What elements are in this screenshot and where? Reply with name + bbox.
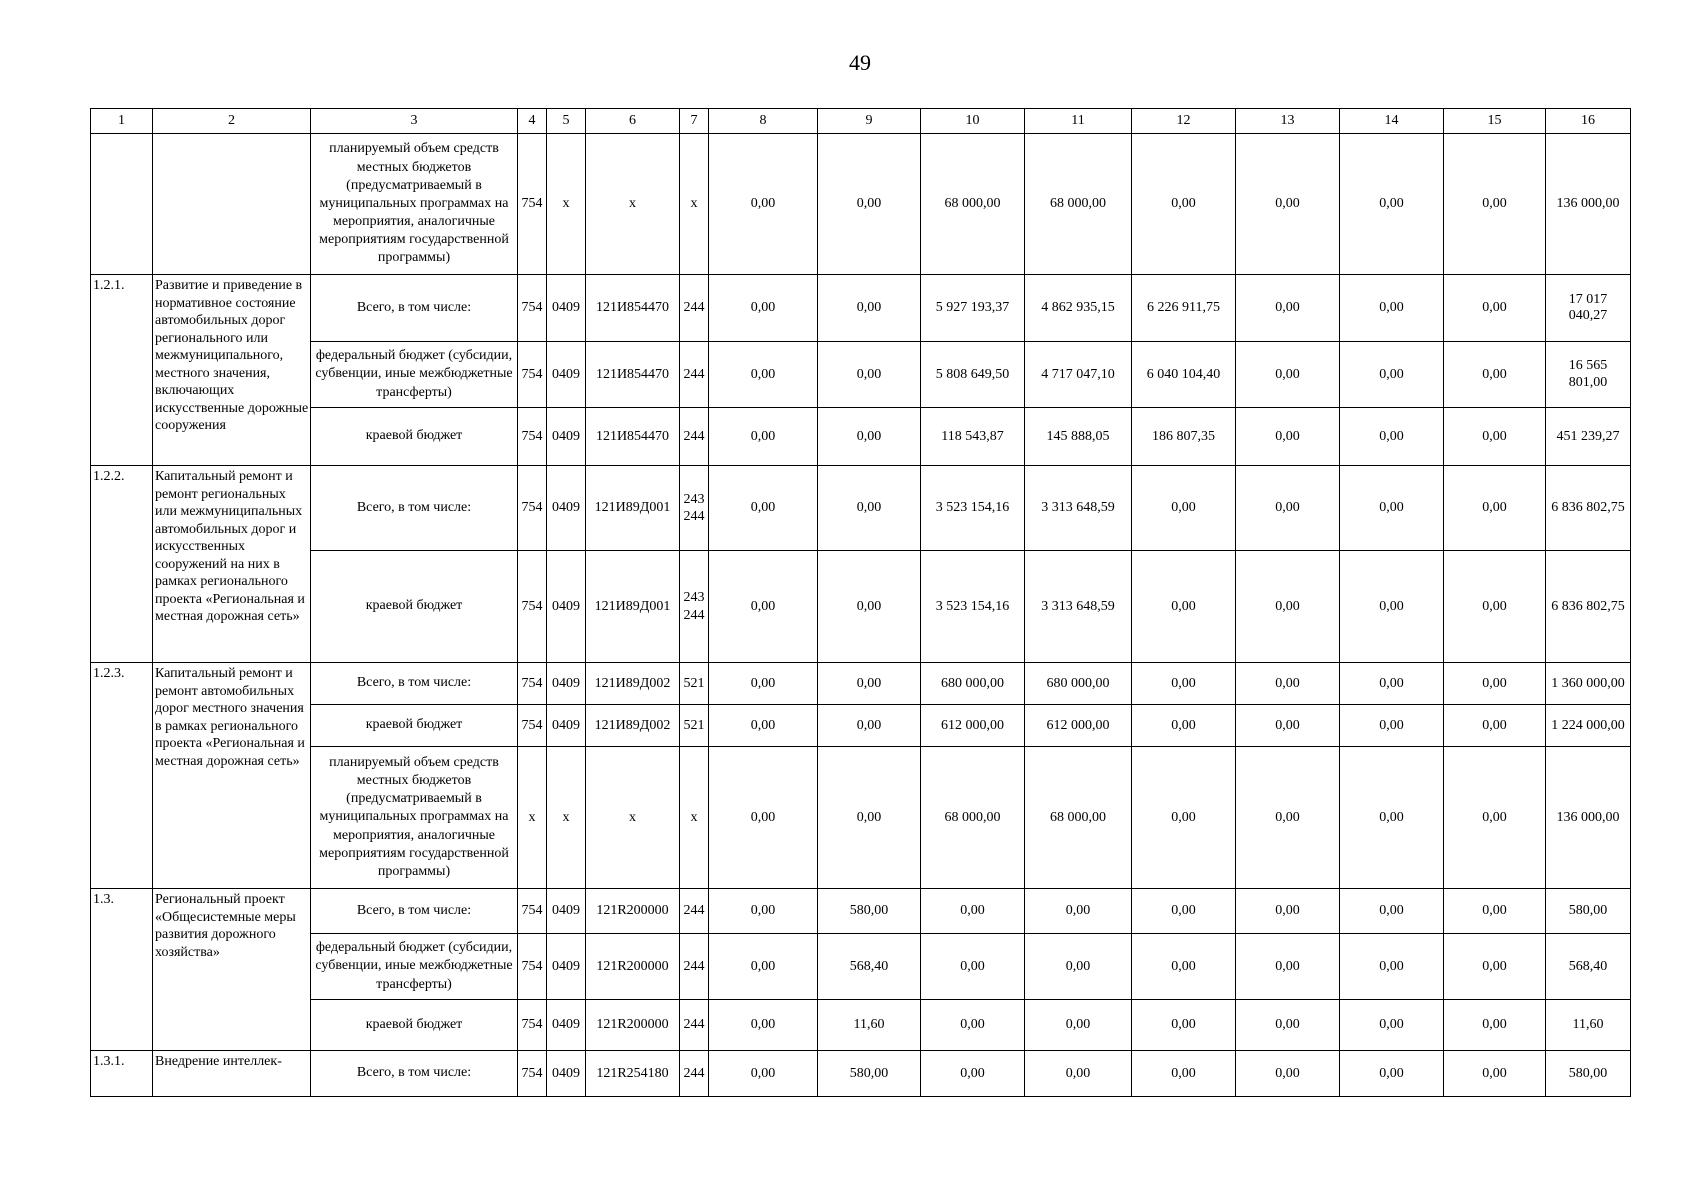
column-number: 2 [153, 109, 311, 134]
year-value: 0,00 [1340, 1000, 1444, 1051]
year-value: 186 807,35 [1132, 408, 1236, 466]
funding-source: краевой бюджет [311, 408, 518, 466]
year-value: 0,00 [1132, 1051, 1236, 1097]
row-index: 1.3.1. [91, 1051, 153, 1097]
gov-code: 754 [518, 889, 547, 934]
year-value: 0,00 [1444, 1051, 1546, 1097]
table-row [91, 663, 1631, 705]
year-value: 0,00 [1236, 551, 1340, 663]
total-value: 6 836 802,75 [1546, 551, 1631, 663]
expense-type: 243 244 [680, 466, 709, 551]
row-index: 1.3. [91, 889, 153, 1051]
year-value: 0,00 [1025, 934, 1132, 1000]
column-number: 10 [921, 109, 1025, 134]
column-number: 16 [1546, 109, 1631, 134]
gov-code: 754 [518, 663, 547, 705]
expense-type: х [680, 134, 709, 275]
funding-source: краевой бюджет [311, 705, 518, 747]
year-value: 3 523 154,16 [921, 551, 1025, 663]
year-value: 11,60 [818, 1000, 921, 1051]
column-number: 1 [91, 109, 153, 134]
funding-source: Всего, в том числе: [311, 1051, 518, 1097]
table-row [91, 342, 1631, 408]
year-value: 0,00 [1444, 466, 1546, 551]
table-row [91, 466, 1631, 551]
year-value: 0,00 [1236, 889, 1340, 934]
section-code: 0409 [547, 275, 586, 342]
column-number: 11 [1025, 109, 1132, 134]
funding-source: Всего, в том числе: [311, 663, 518, 705]
row-index: 1.2.1. [91, 275, 153, 466]
year-value: 0,00 [1444, 889, 1546, 934]
year-value: 0,00 [1340, 663, 1444, 705]
funding-source: краевой бюджет [311, 551, 518, 663]
year-value: 0,00 [1236, 934, 1340, 1000]
year-value: 4 862 935,15 [1025, 275, 1132, 342]
expense-type: 244 [680, 934, 709, 1000]
section-code: 0409 [547, 408, 586, 466]
year-value: 6 040 104,40 [1132, 342, 1236, 408]
year-value: 612 000,00 [921, 705, 1025, 747]
activity-name [153, 134, 311, 275]
target-article: 121И854470 [586, 408, 680, 466]
row-index: 1.2.2. [91, 466, 153, 663]
year-value: 0,00 [709, 705, 818, 747]
total-value: 451 239,27 [1546, 408, 1631, 466]
year-value: 0,00 [1444, 663, 1546, 705]
column-number: 9 [818, 109, 921, 134]
table-row [91, 1000, 1631, 1051]
year-value: 0,00 [818, 408, 921, 466]
year-value: 0,00 [818, 747, 921, 889]
expense-type: 243 244 [680, 551, 709, 663]
expense-type: 521 [680, 663, 709, 705]
year-value: 118 543,87 [921, 408, 1025, 466]
funding-source: Всего, в том числе: [311, 466, 518, 551]
year-value: 0,00 [1132, 466, 1236, 551]
target-article: 121И854470 [586, 275, 680, 342]
target-article: х [586, 747, 680, 889]
year-value: 0,00 [1132, 1000, 1236, 1051]
year-value: 680 000,00 [921, 663, 1025, 705]
section-code: 0409 [547, 466, 586, 551]
table-row [91, 1051, 1631, 1097]
total-value: 6 836 802,75 [1546, 466, 1631, 551]
gov-code: 754 [518, 705, 547, 747]
expense-type: 244 [680, 408, 709, 466]
year-value: 0,00 [1444, 551, 1546, 663]
year-value: 0,00 [709, 663, 818, 705]
target-article: 121И89Д001 [586, 551, 680, 663]
year-value: 612 000,00 [1025, 705, 1132, 747]
gov-code: 754 [518, 1051, 547, 1097]
total-value: 568,40 [1546, 934, 1631, 1000]
target-article: 121R254180 [586, 1051, 680, 1097]
total-value: 11,60 [1546, 1000, 1631, 1051]
expense-type: 244 [680, 1051, 709, 1097]
year-value: 0,00 [709, 747, 818, 889]
year-value: 0,00 [1132, 663, 1236, 705]
activity-name: Капитальный ремонт и ремонт региональных или межмуниципальных автомобильных дорог и искусственных сооружений на них в рамках регионального проекта «Региональная и местная дорожная сеть» [153, 466, 311, 663]
gov-code: 754 [518, 134, 547, 275]
year-value: 0,00 [1236, 408, 1340, 466]
year-value: 0,00 [1340, 1051, 1444, 1097]
year-value: 68 000,00 [921, 134, 1025, 275]
year-value: 0,00 [1444, 275, 1546, 342]
gov-code: 754 [518, 408, 547, 466]
year-value: 3 523 154,16 [921, 466, 1025, 551]
year-value: 0,00 [1236, 275, 1340, 342]
year-value: 0,00 [1025, 1000, 1132, 1051]
year-value: 0,00 [1236, 466, 1340, 551]
year-value: 0,00 [709, 466, 818, 551]
year-value: 0,00 [921, 889, 1025, 934]
year-value: 0,00 [1444, 747, 1546, 889]
table-row [91, 934, 1631, 1000]
year-value: 0,00 [818, 663, 921, 705]
total-value: 136 000,00 [1546, 134, 1631, 275]
year-value: 0,00 [1340, 705, 1444, 747]
total-value: 16 565 801,00 [1546, 342, 1631, 408]
target-article: 121И89Д002 [586, 705, 680, 747]
year-value: 0,00 [1236, 705, 1340, 747]
target-article: 121И854470 [586, 342, 680, 408]
year-value: 0,00 [709, 551, 818, 663]
gov-code: 754 [518, 275, 547, 342]
year-value: 0,00 [709, 275, 818, 342]
target-article: 121И89Д001 [586, 466, 680, 551]
column-number: 12 [1132, 109, 1236, 134]
row-index: 1.2.3. [91, 663, 153, 889]
column-number: 14 [1340, 109, 1444, 134]
section-code: 0409 [547, 663, 586, 705]
funding-source: Всего, в том числе: [311, 889, 518, 934]
funding-source: Всего, в том числе: [311, 275, 518, 342]
gov-code: 754 [518, 1000, 547, 1051]
column-number: 7 [680, 109, 709, 134]
year-value: 0,00 [921, 1000, 1025, 1051]
table-row [91, 705, 1631, 747]
budget-table [90, 108, 1631, 1097]
column-number: 4 [518, 109, 547, 134]
section-code: 0409 [547, 551, 586, 663]
activity-name: Капитальный ремонт и ремонт автомобильных дорог местного значения в рамках регионального проекта «Региональная и местная дорожная сеть» [153, 663, 311, 889]
year-value: 0,00 [1444, 1000, 1546, 1051]
year-value: 0,00 [1025, 889, 1132, 934]
year-value: 0,00 [709, 1051, 818, 1097]
year-value: 0,00 [1236, 747, 1340, 889]
year-value: 0,00 [1340, 342, 1444, 408]
year-value: 68 000,00 [1025, 747, 1132, 889]
year-value: 0,00 [1444, 134, 1546, 275]
section-code: 0409 [547, 1051, 586, 1097]
year-value: 0,00 [709, 408, 818, 466]
year-value: 0,00 [1236, 134, 1340, 275]
expense-type: 244 [680, 1000, 709, 1051]
total-value: 580,00 [1546, 1051, 1631, 1097]
year-value: 0,00 [709, 134, 818, 275]
total-value: 136 000,00 [1546, 747, 1631, 889]
table-row [91, 134, 1631, 275]
year-value: 0,00 [709, 889, 818, 934]
year-value: 0,00 [709, 934, 818, 1000]
year-value: 0,00 [1340, 134, 1444, 275]
year-value: 0,00 [818, 466, 921, 551]
gov-code: 754 [518, 551, 547, 663]
target-article: х [586, 134, 680, 275]
column-number: 6 [586, 109, 680, 134]
header-row [91, 109, 1631, 134]
section-code: х [547, 134, 586, 275]
table-row [91, 747, 1631, 889]
gov-code: х [518, 747, 547, 889]
table-row [91, 551, 1631, 663]
year-value: 0,00 [1236, 1051, 1340, 1097]
section-code: х [547, 747, 586, 889]
table-row [91, 408, 1631, 466]
year-value: 0,00 [1340, 889, 1444, 934]
table-row [91, 889, 1631, 934]
year-value: 0,00 [818, 551, 921, 663]
year-value: 0,00 [1444, 705, 1546, 747]
year-value: 6 226 911,75 [1132, 275, 1236, 342]
year-value: 0,00 [1340, 466, 1444, 551]
funding-source: федеральный бюджет (субсидии, субвенции, иные межбюджетные трансферты) [311, 342, 518, 408]
year-value: 0,00 [921, 1051, 1025, 1097]
total-value: 580,00 [1546, 889, 1631, 934]
year-value: 0,00 [1444, 934, 1546, 1000]
column-number: 8 [709, 109, 818, 134]
year-value: 0,00 [709, 342, 818, 408]
table-row [91, 275, 1631, 342]
target-article: 121R200000 [586, 934, 680, 1000]
activity-name: Региональный проект «Общесистемные меры развития дорожного хозяйства» [153, 889, 311, 1051]
year-value: 0,00 [818, 705, 921, 747]
total-value: 1 224 000,00 [1546, 705, 1631, 747]
year-value: 0,00 [1444, 342, 1546, 408]
target-article: 121R200000 [586, 1000, 680, 1051]
activity-name: Развитие и приведение в нормативное состояние автомобильных дорог регионального или межмуниципального, местного значения, включающих искусственные дорожные сооружения [153, 275, 311, 466]
total-value: 1 360 000,00 [1546, 663, 1631, 705]
year-value: 0,00 [1340, 747, 1444, 889]
gov-code: 754 [518, 934, 547, 1000]
year-value: 0,00 [1340, 551, 1444, 663]
year-value: 0,00 [1236, 663, 1340, 705]
column-number: 3 [311, 109, 518, 134]
year-value: 3 313 648,59 [1025, 551, 1132, 663]
row-index [91, 134, 153, 275]
year-value: 0,00 [1132, 705, 1236, 747]
year-value: 0,00 [1132, 934, 1236, 1000]
funding-source: планируемый объем средств местных бюджетов (предусматриваемый в муниципальных программах на мероприятия, аналогичные мероприятиям государственной программы) [311, 134, 518, 275]
expense-type: 244 [680, 889, 709, 934]
gov-code: 754 [518, 466, 547, 551]
year-value: 5 808 649,50 [921, 342, 1025, 408]
year-value: 0,00 [818, 275, 921, 342]
year-value: 580,00 [818, 1051, 921, 1097]
expense-type: х [680, 747, 709, 889]
target-article: 121И89Д002 [586, 663, 680, 705]
year-value: 0,00 [1025, 1051, 1132, 1097]
year-value: 0,00 [1132, 134, 1236, 275]
year-value: 0,00 [818, 342, 921, 408]
column-number: 13 [1236, 109, 1340, 134]
funding-source: краевой бюджет [311, 1000, 518, 1051]
year-value: 0,00 [1236, 1000, 1340, 1051]
target-article: 121R200000 [586, 889, 680, 934]
section-code: 0409 [547, 705, 586, 747]
expense-type: 244 [680, 275, 709, 342]
year-value: 0,00 [1340, 408, 1444, 466]
section-code: 0409 [547, 342, 586, 408]
section-code: 0409 [547, 934, 586, 1000]
year-value: 4 717 047,10 [1025, 342, 1132, 408]
year-value: 68 000,00 [921, 747, 1025, 889]
year-value: 0,00 [1132, 889, 1236, 934]
column-number: 5 [547, 109, 586, 134]
year-value: 0,00 [1236, 342, 1340, 408]
section-code: 0409 [547, 889, 586, 934]
year-value: 680 000,00 [1025, 663, 1132, 705]
gov-code: 754 [518, 342, 547, 408]
funding-source: федеральный бюджет (субсидии, субвенции, иные межбюджетные трансферты) [311, 934, 518, 1000]
year-value: 0,00 [1340, 275, 1444, 342]
year-value: 0,00 [1340, 934, 1444, 1000]
year-value: 568,40 [818, 934, 921, 1000]
page-number: 49 [849, 50, 871, 75]
year-value: 0,00 [1132, 551, 1236, 663]
expense-type: 521 [680, 705, 709, 747]
year-value: 145 888,05 [1025, 408, 1132, 466]
total-value: 17 017 040,27 [1546, 275, 1631, 342]
section-code: 0409 [547, 1000, 586, 1051]
year-value: 68 000,00 [1025, 134, 1132, 275]
column-number: 15 [1444, 109, 1546, 134]
year-value: 0,00 [921, 934, 1025, 1000]
year-value: 0,00 [818, 134, 921, 275]
expense-type: 244 [680, 342, 709, 408]
year-value: 0,00 [709, 1000, 818, 1051]
year-value: 580,00 [818, 889, 921, 934]
activity-name: Внедрение интеллек- [153, 1051, 311, 1097]
year-value: 5 927 193,37 [921, 275, 1025, 342]
funding-source: планируемый объем средств местных бюджетов (предусматриваемый в муниципальных программах на мероприятия, аналогичные мероприятиям государственной программы) [311, 747, 518, 889]
year-value: 0,00 [1444, 408, 1546, 466]
year-value: 0,00 [1132, 747, 1236, 889]
year-value: 3 313 648,59 [1025, 466, 1132, 551]
